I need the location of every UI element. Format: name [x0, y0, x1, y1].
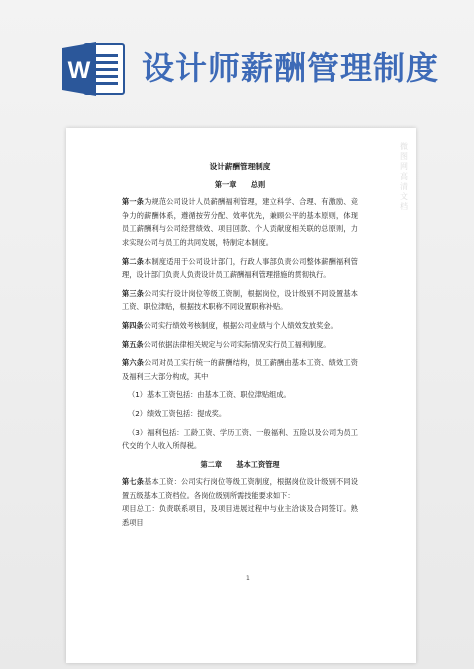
article-2	[122, 255, 358, 282]
header	[0, 0, 474, 118]
page-number: 1	[246, 575, 250, 582]
watermark: 微图网高清文档	[400, 142, 408, 211]
list-item: （3）福利包括：工龄工资、学历工资、一般福利、五险以及公司为员工代交的个人收入所得税。	[122, 427, 358, 451]
article-text: 本制度适用于公司设计部门，行政人事部负责公司整体薪酬福利管理，设计部门负责人负责设计员工薪酬福利管理措施的贯彻执行。	[122, 256, 358, 280]
word-doc-icon	[62, 40, 126, 98]
article-label: 第一条	[122, 197, 145, 207]
chapter-heading: 第一章 总则	[214, 179, 266, 189]
article-3	[122, 287, 358, 314]
article-7	[122, 475, 358, 502]
article-6	[122, 356, 358, 383]
article-5	[122, 338, 358, 352]
article-label: 第二条	[122, 256, 145, 266]
article-text: 基本工资：公司实行岗位等级工资制度，根据岗位设计级别不同设置五级基本工资档位。各岗位级别所需技能要求如下：	[122, 477, 358, 500]
page-title: 设计师薪酬管理制度	[142, 49, 440, 87]
article-label: 第七条	[122, 477, 145, 487]
article-1	[122, 195, 358, 249]
document-body	[122, 160, 358, 530]
article-label: 第三条	[122, 288, 145, 298]
list-item: （1）基本工资包括：由基本工资、职位津贴组成。	[128, 390, 291, 400]
chapter-heading: 第二章 基本工资管理	[200, 459, 280, 469]
logo-letter: W	[67, 57, 91, 84]
article-text: 公司对员工实行统一的薪酬结构，员工薪酬由基本工资、绩效工资及福利三大部分构成，其中	[122, 358, 358, 381]
article-7-continued: 项目总工：负责联系项目，及项目进展过程中与业主洽谈及合同签订。熟悉项目	[122, 504, 358, 528]
article-label: 第四条	[122, 320, 144, 330]
article-4	[122, 319, 358, 333]
article-text: 公司依据法律相关规定与公司实际情况实行员工福利制度。	[143, 339, 331, 349]
list-item: （2）绩效工资包括：提成奖。	[128, 408, 227, 418]
article-label: 第五条	[122, 339, 144, 349]
article-label: 第六条	[122, 358, 145, 368]
document-page[interactable]	[66, 128, 416, 663]
article-text: 公司实行绩效考核制度，根据公司业绩与个人绩效发放奖金。	[143, 320, 338, 330]
article-text: 公司实行设计岗位等级工资制，根据岗位，设计级别不同设置基本工资、职位津贴，根据技术职称不同设置职称补贴。	[122, 288, 358, 312]
document-title: 设计薪酬管理制度	[209, 162, 271, 171]
article-text: 为规范公司设计人员薪酬福利管理，建立科学、合理、有激励、竞争力的薪酬体系，遵循按劳分配、效率优先，兼顾公平的基本原则，体现员工薪酬利与公司经营绩效、项目回款、个人贡献度相关联的总原则，力求实现公司与员工的共同发展，特制定本制度。	[122, 197, 358, 247]
